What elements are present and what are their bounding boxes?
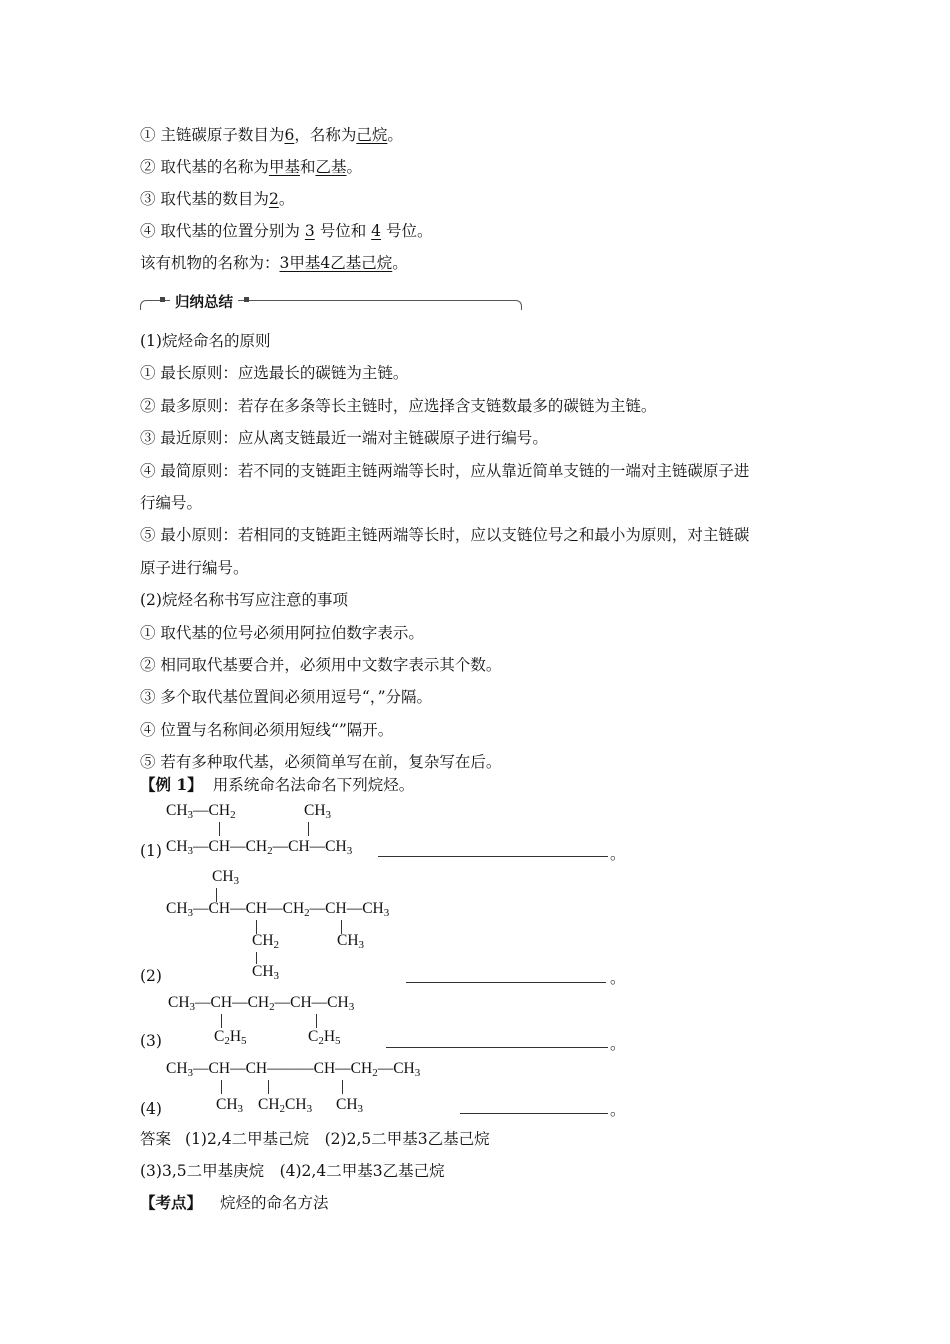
text: ① 主链碳原子数目为	[140, 126, 285, 144]
struct2-branch-ch2: $CH_2$	[252, 932, 280, 951]
text: ，名称为	[294, 126, 357, 144]
summary-line: 原子进行编号。	[140, 559, 249, 577]
bond	[268, 1080, 269, 1094]
answer-blank-3[interactable]	[386, 1047, 608, 1048]
struct3-main-chain: $CH_3—CH—CH_2—CH—CH_3$	[168, 994, 355, 1013]
bond	[221, 1080, 222, 1094]
struct3-branch-left: $C_2H_5$	[214, 1028, 247, 1047]
answer-blank-1[interactable]	[378, 856, 608, 857]
period: 。	[610, 969, 626, 987]
summary-line: (2)烷烃名称书写应注意的事项	[140, 591, 348, 609]
summary-line: ④ 最简原则：若不同的支链距主链两端等长时，应从靠近简单支链的一端对主链碳原子进	[140, 462, 750, 480]
period: 。	[610, 1035, 626, 1053]
struct4-main-chain: $CH_3—CH—CH———CH—CH_2—CH_3$	[166, 1060, 421, 1079]
text: 。	[346, 158, 362, 176]
text: 号位。	[385, 222, 433, 240]
answer-blank-4[interactable]	[460, 1113, 608, 1114]
answer-blank-2[interactable]	[406, 982, 606, 983]
struct2-top: $CH_3$	[212, 868, 240, 887]
number-2: (2)	[140, 967, 162, 985]
example-heading	[140, 774, 414, 796]
period: 。	[610, 845, 626, 863]
summary-header	[140, 292, 520, 318]
kaodian-line	[140, 1192, 329, 1214]
text: 。	[278, 190, 295, 208]
example-prompt: 用系统命名法命名下列烷烃。	[212, 776, 415, 794]
answer-line-1	[140, 1128, 490, 1150]
answer-underlined: 4	[371, 222, 382, 240]
struct4-branch-ethyl: $CH_2CH_3$	[258, 1096, 313, 1115]
struct2-branch-ch3: $CH_3$	[337, 932, 365, 951]
answer-underlined: 乙基	[315, 158, 347, 176]
period: 。	[610, 1101, 626, 1119]
answer-label: 答案	[140, 1130, 172, 1148]
bond	[219, 822, 220, 836]
answer-line-2	[140, 1160, 445, 1182]
answer-text: (3)3,5二甲基庚烷 (4)2,4二甲基3乙基己烷	[140, 1162, 445, 1180]
answer-underlined: 6	[284, 126, 295, 144]
summary-line: ⑤ 最小原则：若相同的支链距主链两端等长时，应以支链位号之和最小为原则，对主链碳	[140, 526, 750, 544]
bond	[308, 822, 309, 836]
bond	[316, 1014, 317, 1028]
intro-line-3	[140, 188, 294, 210]
bond	[342, 1080, 343, 1094]
struct2-main-chain: $CH_3—CH—CH—CH_2—CH—CH_3$	[166, 900, 390, 919]
text: 号位和	[319, 222, 367, 240]
text: 和	[299, 158, 316, 176]
number-4: (4)	[140, 1100, 162, 1118]
kaodian-label: 【考点】	[140, 1193, 203, 1212]
summary-line: ⑤ 若有多种取代基，必须简单写在前，复杂写在后。	[140, 753, 502, 771]
intro-line-1	[140, 124, 403, 146]
intro-line-2	[140, 156, 362, 178]
kaodian-text: 烷烃的命名方法	[220, 1194, 329, 1212]
example-label: 【例 1】	[140, 775, 203, 794]
summary-line: ③ 多个取代基位置间必须用逗号“，”分隔。	[140, 688, 433, 706]
number-3: (3)	[140, 1032, 162, 1050]
intro-line-4	[140, 220, 432, 242]
text: 。	[387, 126, 403, 144]
summary-line: ① 最长原则：应选最长的碳链为主链。	[140, 364, 409, 382]
answer-underlined: 3甲基4乙基己烷	[279, 254, 393, 272]
text: 。	[392, 254, 408, 272]
summary-line: 行编号。	[140, 494, 203, 512]
summary-line: ④ 位置与名称间必须用短线“”隔开。	[140, 721, 394, 739]
text: ② 取代基的名称为	[140, 158, 269, 176]
number-1: (1)	[140, 842, 162, 860]
square-bullet-icon	[244, 297, 249, 302]
summary-line: ② 相同取代基要合并，必须用中文数字表示其个数。	[140, 656, 502, 674]
struct2-branch-end: $CH_3$	[252, 963, 280, 982]
summary-line: (1)烷烃命名的原则	[140, 332, 271, 350]
bond	[221, 1014, 222, 1028]
struct1-top-right: $CH_3$	[304, 802, 332, 821]
summary-title: 归纳总结	[170, 291, 238, 312]
struct1-top-left: $CH_3—CH_2$	[166, 802, 236, 821]
summary-line: ② 最多原则：若存在多条等长主链时，应选择含支链数最多的碳链为主链。	[140, 397, 657, 415]
summary-line: ③ 最近原则：应从离支链最近一端对主链碳原子进行编号。	[140, 429, 548, 447]
answer-underlined: 2	[268, 190, 279, 208]
answer-underlined: 己烷	[356, 126, 388, 144]
answer-text: (1)2,4二甲基己烷 (2)2,5二甲基3乙基己烷	[185, 1130, 490, 1148]
answer-underlined: 甲基	[268, 158, 300, 176]
struct3-branch-right: $C_2H_5$	[308, 1028, 341, 1047]
intro-line-5	[140, 252, 408, 274]
struct4-branch-ch3-b: $CH_3$	[336, 1096, 364, 1115]
text: ③ 取代基的数目为	[140, 190, 269, 208]
text: 该有机物的名称为：	[140, 254, 280, 272]
square-bullet-icon	[160, 297, 165, 302]
answer-underlined: 3	[304, 222, 315, 240]
struct4-branch-ch3-a: $CH_3$	[216, 1096, 244, 1115]
summary-line: ① 取代基的位号必须用阿拉伯数字表示。	[140, 624, 424, 642]
struct1-main-chain: $CH_3—CH—CH_2—CH—CH_3$	[166, 838, 353, 857]
text: ④ 取代基的位置分别为	[140, 222, 300, 240]
